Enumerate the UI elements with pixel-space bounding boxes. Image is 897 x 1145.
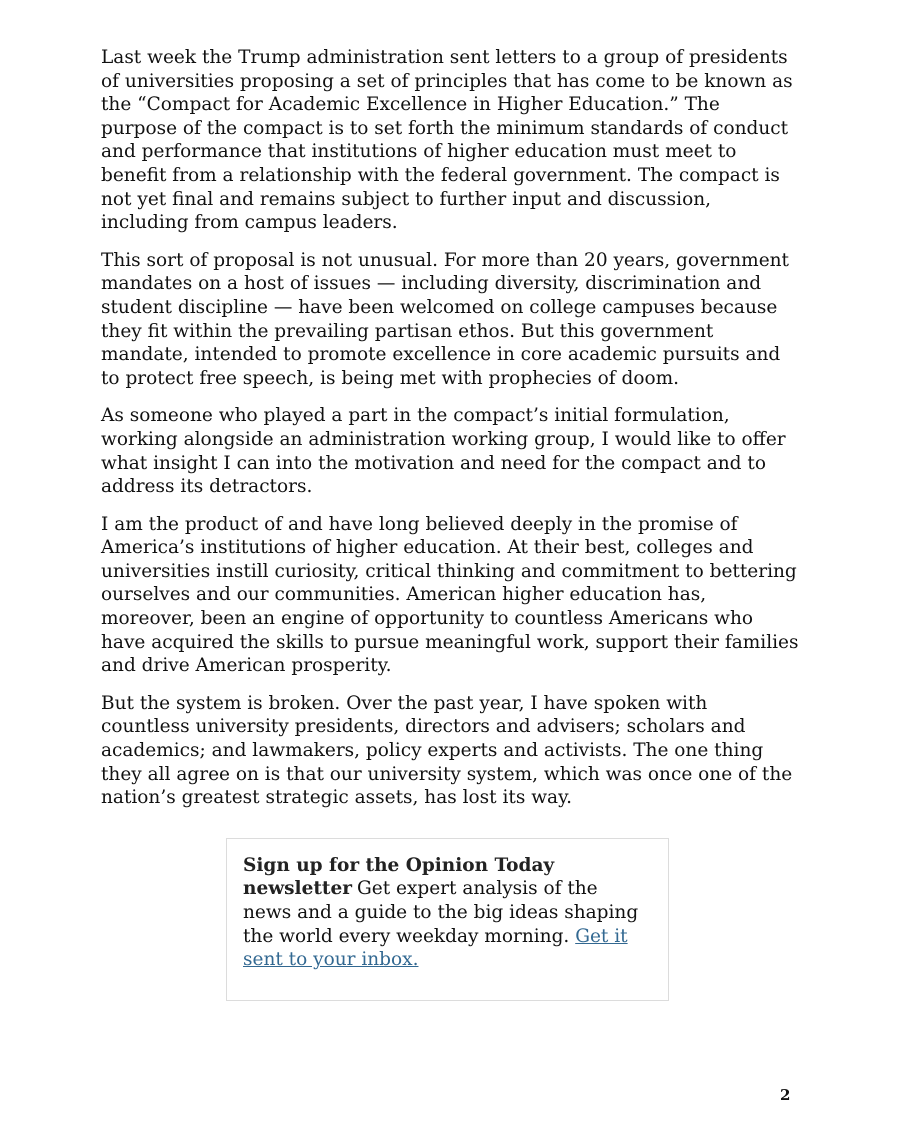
paragraph-3: As someone who played a part in the compact’s initial formulation, working alongside an administration working group, I would like to offer what insight I can into the motivation and need for the compact and to address its detractors. <box>101 405 786 498</box>
newsletter-description: Get expert analysis of the news and a guide to the big ideas shaping the world every weekday morning. <box>243 878 639 947</box>
paragraph-1: Last week the Trump administration sent letters to a group of presidents of universities proposing a set of principles that has come to be known as the “Compact for Academic Excellence in Higher Education.” The purpose of the compact is to set forth the minimum standards of conduct and performance that institutions of higher education must meet to benefit from a relationship with the federal government. The compact is not yet final and remains subject to further input and discussion, including from campus leaders. <box>101 47 793 234</box>
article-body <box>101 46 801 1001</box>
newsletter-signup-link[interactable]: Get it sent to your inbox. <box>243 925 628 971</box>
page-number: 2 <box>780 1086 791 1104</box>
paragraph-5: But the system is broken. Over the past year, I have spoken with countless university presidents, directors and advisers; scholars and academics; and lawmakers, policy experts and activists. The one thing they all agree on is that our university system, which was once one of the nation’s greatest strategic assets, has lost its way. <box>101 692 793 809</box>
paragraph-4: I am the product of and have long believed deeply in the promise of America’s institutions of higher education. At their best, colleges and universities instill curiosity, critical thinking and commitment to bettering ourselves and our communities. American higher education has, moreover, been an engine of opportunity to countless Americans who have acquired the skills to pursue meaningful work, support their families and drive American prosperity. <box>101 513 799 677</box>
newsletter-title: Sign up for the Opinion Today newsletter <box>243 854 555 900</box>
newsletter-signup-box <box>226 838 669 1001</box>
paragraph-2: This sort of proposal is not unusual. For more than 20 years, government mandates on a host of issues — including diversity, discrimination and student discipline — have been welcomed on college campuses because they fit within the prevailing partisan ethos. But this government mandate, intended to promote excellence in core academic pursuits and to protect free speech, is being met with prophecies of doom. <box>101 249 789 389</box>
newsletter-text <box>243 854 651 972</box>
